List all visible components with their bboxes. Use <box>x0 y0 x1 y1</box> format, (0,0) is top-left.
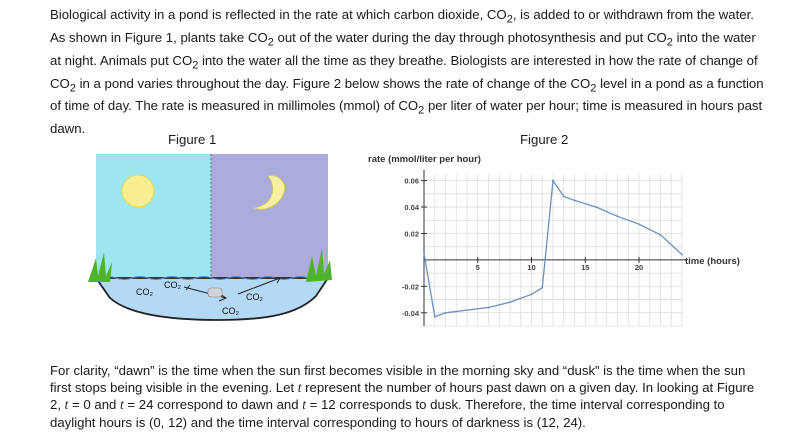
data-point <box>574 200 576 202</box>
day-sky <box>96 154 211 278</box>
co2-label-right: CO₂ <box>246 292 263 302</box>
data-point <box>541 287 543 289</box>
data-point <box>638 223 640 225</box>
data-point <box>509 301 511 303</box>
sun-icon <box>122 175 154 207</box>
closing-paragraph: For clarity, “dawn” is the time when the sun first becomes visible in the morning sky and “dusk” is the time when the sun first stops being visible in the evening. Let t represent the number of hours past dawn on a given day. In looking at Figure 2, t = 0 and t = 24 correspond to dawn and t = 12 corresponds to dusk. Therefore, the time interval corresponding to daylight hours is (0, 12) and the time interval corresponding to hours of darkness is (12, 24). <box>50 363 755 430</box>
data-point <box>681 254 683 256</box>
data-point <box>466 309 468 311</box>
intro-paragraph: Biological activity in a pond is reflected in the rate at which carbon dioxide, $CO_2$, is added to or withdrawn from the water. As shown in Figure 1, plants take $CO_2$ out of the water during the day through photosynthesis and put $CO_2$ into the water at night. Animals put $CO_2$ into the water all the time as they breathe. Biologists are interested in how the rate of change of $CO_2$ in a pond varies throughout the day. Figure 2 below shows the rate of change of the $CO_2$ level in a pond as a function of time of day. The rate is measured in millimoles (mmol) of $CO_2$ per liter of water per hour; time is measured in hours past dawn. <box>50 7 764 137</box>
pond-water <box>96 278 328 320</box>
x-tick-label: 5 <box>475 262 480 272</box>
data-point <box>531 293 533 295</box>
y-tick-label: 0.04 <box>404 203 419 213</box>
co2-label-top: CO₂ <box>164 280 181 290</box>
data-point <box>423 252 425 254</box>
data-point <box>445 312 447 314</box>
data-point <box>660 234 662 236</box>
co2-label-left: CO₂ <box>136 287 153 297</box>
data-point <box>617 215 619 217</box>
data-point <box>595 206 597 208</box>
x-tick-label: 20 <box>634 262 644 272</box>
x-axis-label: time (hours) <box>685 256 740 267</box>
y-tick-label: 0.06 <box>404 176 419 186</box>
data-point <box>563 196 565 198</box>
x-tick-label: 10 <box>527 262 536 272</box>
animal-icon <box>208 288 222 297</box>
night-sky <box>211 154 328 278</box>
y-tick-label: -0.04 <box>401 308 419 318</box>
figure1-caption: Figure 1 <box>168 132 217 147</box>
data-point <box>552 180 554 182</box>
x-tick-label: 15 <box>581 262 590 272</box>
co2-label-bottom: CO₂ <box>222 306 239 316</box>
data-point <box>434 316 436 318</box>
y-tick-label: -0.02 <box>401 282 419 292</box>
data-point <box>488 307 490 309</box>
figure2-caption: Figure 2 <box>520 132 569 147</box>
y-tick-label: 0.02 <box>404 229 419 239</box>
figure1-illustration <box>78 148 338 348</box>
rate-chart <box>360 148 760 348</box>
y-axis-label: rate (mmol/liter per hour) <box>368 154 481 165</box>
